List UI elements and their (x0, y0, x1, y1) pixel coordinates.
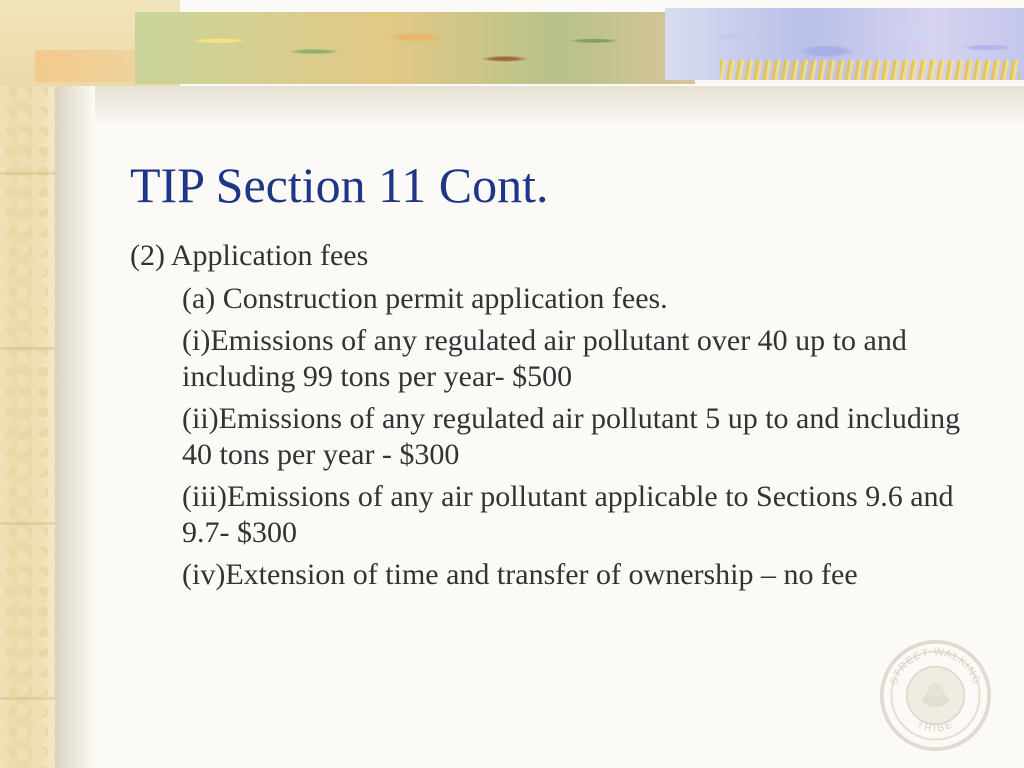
slide-body (130, 238, 990, 599)
body-line-fee-ii: (ii)Emissions of any regulated air pollutant 5 up to and including 40 tons per year - $300 (182, 402, 961, 471)
banner-leaf-collage (135, 12, 695, 84)
body-line-application-fees: (2) Application fees (130, 239, 369, 272)
banner-shadow (95, 86, 1024, 126)
top-decorative-banner (0, 0, 1024, 86)
slide-title: TIP Section 11 Cont. (130, 157, 549, 213)
seal-bottom-text: TRIBE (914, 717, 957, 735)
tribal-seal-icon (878, 638, 993, 753)
body-line-construction-permit: (a) Construction permit application fees. (182, 282, 668, 315)
banner-grass-detail (720, 60, 1020, 80)
seal-top-text: STREET WALKING (887, 645, 984, 687)
body-line-fee-i: (i)Emissions of any regulated air pollutant over 40 up to and including 99 tons per year- $500 (182, 324, 907, 393)
body-line-fee-iii: (iii)Emissions of any air pollutant applicable to Sections 9.6 and 9.7- $300 (182, 480, 954, 549)
left-decorative-border (0, 0, 55, 768)
left-border-shadow (55, 0, 95, 768)
body-line-fee-iv: (iv)Extension of time and transfer of ownership – no fee (182, 558, 858, 591)
